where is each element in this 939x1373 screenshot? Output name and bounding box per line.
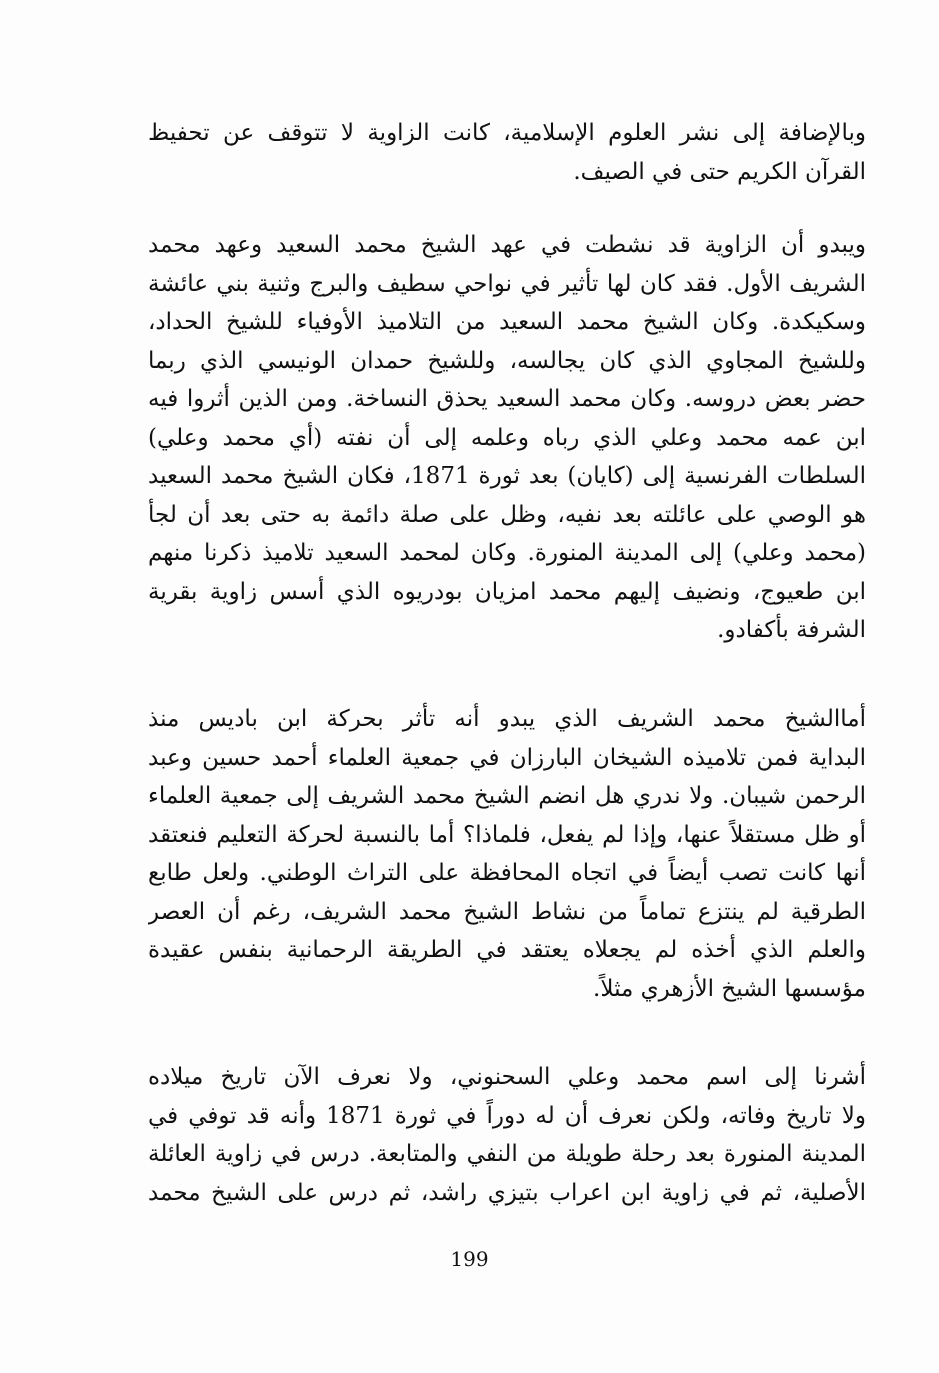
text-line: الأصلية، ثم في زاوية ابن اعراب بتيزي راشد، ثم درس على الشيخ محمد <box>148 1179 866 1206</box>
paragraph-1 <box>148 114 866 191</box>
text-line: وبالإضافة إلى نشر العلوم الإسلامية، كانت الزاوية لا تتوقف عن تحفيظ <box>148 120 866 146</box>
paragraph-2 <box>148 226 866 650</box>
text-line: حضر بعض دروسه. وكان محمد السعيد يحذق النساخة. ومن الذين أثروا فيه <box>148 386 866 412</box>
text-line: (محمد وعلي) إلى المدينة المنورة. وكان لمحمد السعيد تلاميذ ذكرنا منهم <box>148 540 866 566</box>
paragraph-3 <box>148 700 866 1008</box>
text-line: ويبدو أن الزاوية قد نشطت في عهد الشيخ محمد السعيد وعهد محمد <box>148 232 866 258</box>
text-line: مؤسسها الشيخ الأزهري مثلاً. <box>593 975 866 1002</box>
text-line: القرآن الكريم حتى في الصيف. <box>573 158 866 185</box>
text-line: ابن عمه محمد وعلي الذي رباه وعلمه إلى أن نفته (أي محمد وعلي) <box>148 424 866 451</box>
text-line: أو ظل مستقلاً عنها، وإذا لم يفعل، فلماذا؟ أما بالنسبة لحركة التعليم فنعتقد <box>148 821 866 848</box>
text-line: وسكيكدة. وكان الشيخ محمد السعيد من التلاميذ الأوفياء للشيخ الحداد، <box>148 309 866 335</box>
text-line: الشريف الأول. فقد كان لها تأثير في نواحي سطيف والبرج وثنية بني عائشة <box>148 270 866 297</box>
text-line: هو الوصي على عائلته بعد نفيه، وظل على صلة دائمة به حتى بعد أن لجأ <box>148 501 866 528</box>
text-line: وللشيخ المجاوي الذي كان يجالسه، وللشيخ حمدان الونيسي الذي ربما <box>148 347 866 374</box>
text-line: أنها كانت تصب أيضاً في اتجاه المحافظة على التراث الوطني. ولعل طابع <box>148 860 866 886</box>
paragraph-4 <box>148 1058 866 1212</box>
text-line: أماالشيخ محمد الشريف الذي يبدو أنه تأثر بحركة ابن باديس منذ <box>148 706 866 732</box>
text-line: الرحمن شيبان. ولا ندري هل انضم الشيخ محمد الشريف إلى جمعية العلماء <box>148 783 866 809</box>
text-line: المدينة المنورة بعد رحلة طويلة من النفي والمتابعة. درس في زاوية العائلة <box>148 1141 866 1167</box>
text-line: السلطات الفرنسية إلى (كايان) بعد ثورة 1871، فكان الشيخ محمد السعيد <box>148 463 866 489</box>
text-line: ابن طعيوج، ونضيف إليهم محمد امزيان بودريوه الذي أسس زاوية بقرية <box>148 578 866 605</box>
text-line: البداية فمن تلاميذه الشيخان البارزان في جمعية العلماء أحمد حسين وعبد <box>148 744 866 771</box>
text-line: الطرقية لم ينتزع تماماً من نشاط الشيخ محمد الشريف، رغم أن العصر <box>148 898 866 925</box>
text-line: الشرفة بأكفادو. <box>717 617 866 643</box>
page-number: 199 <box>450 1247 489 1271</box>
text-line: والعلم الذي أخذه لم يجعلاه يعتقد في الطريقة الرحمانية بنفس عقيدة <box>148 937 866 963</box>
text-line: ولا تاريخ وفاته، ولكن نعرف أن له دوراً في ثورة 1871 وأنه قد توفي في <box>148 1102 866 1129</box>
text-line: أشرنا إلى اسم محمد وعلي السحنوني، ولا نعرف الآن تاريخ ميلاده <box>148 1064 866 1090</box>
